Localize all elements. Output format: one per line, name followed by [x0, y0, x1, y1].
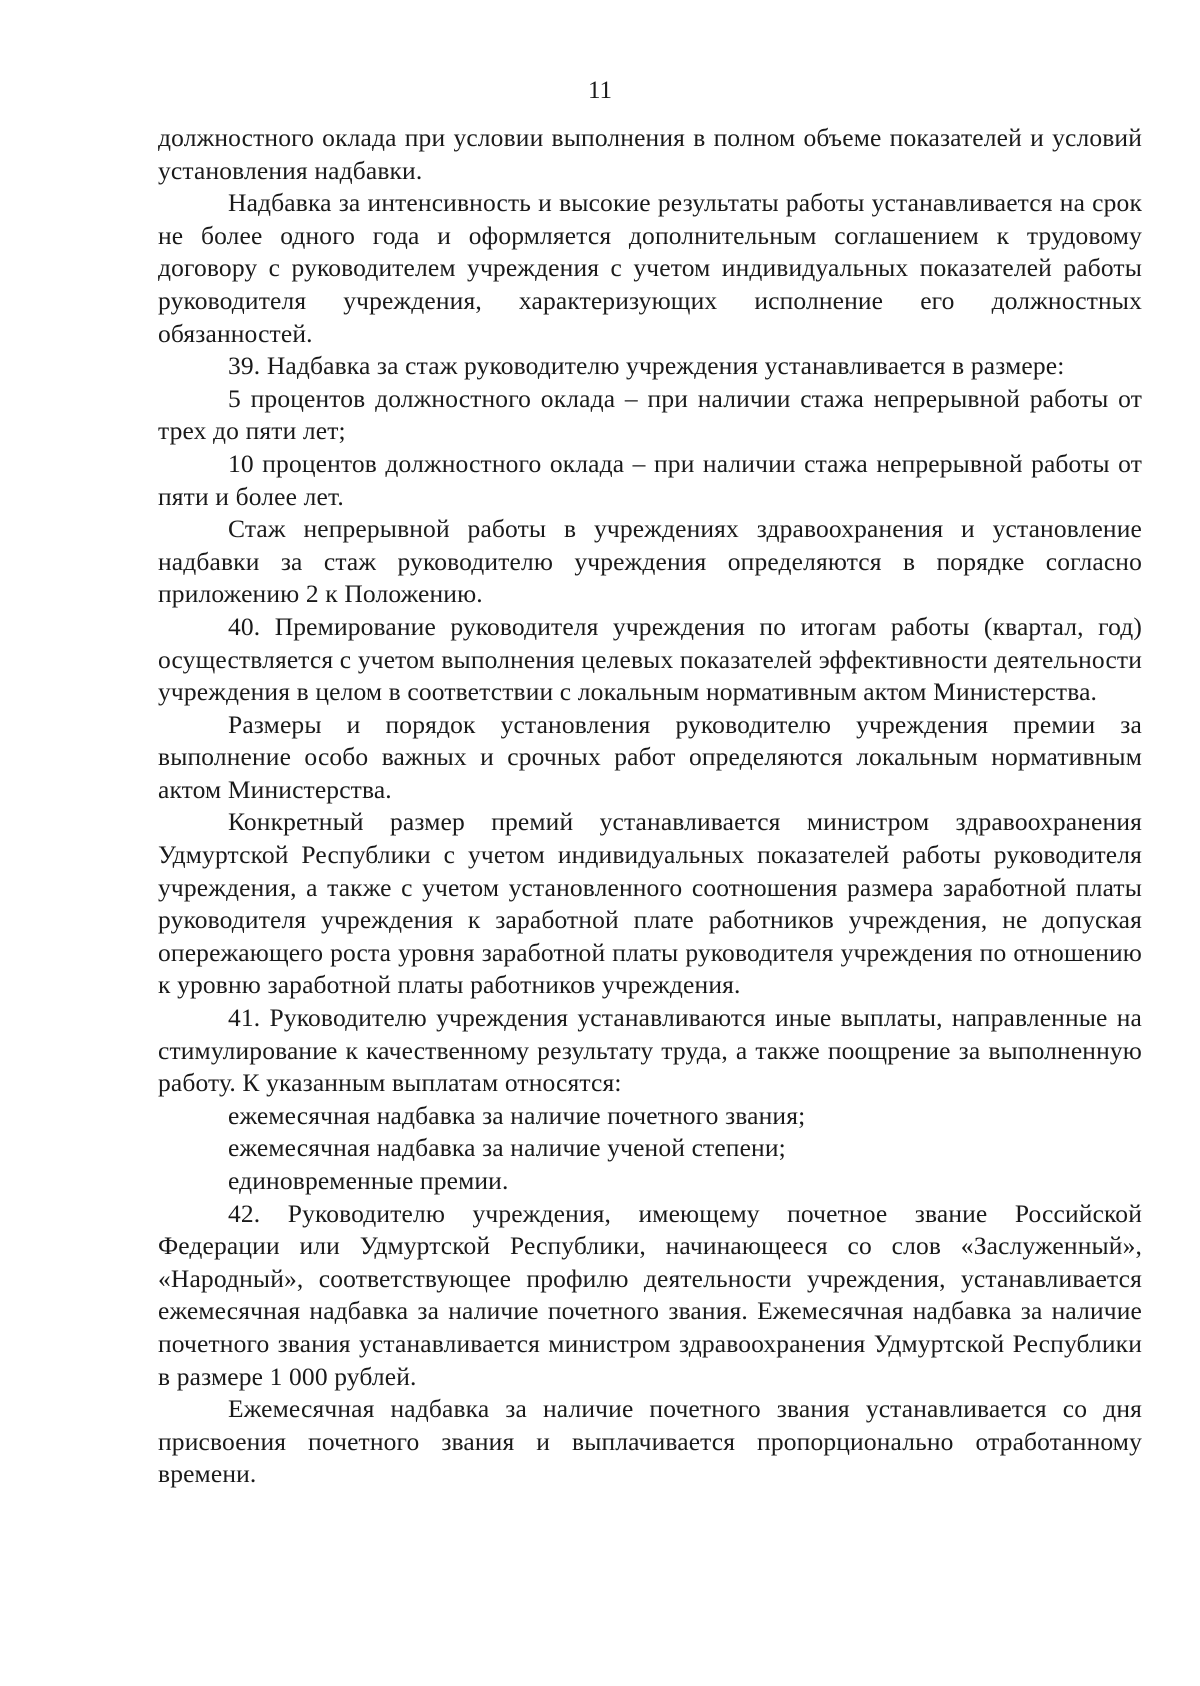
paragraph-item-42: 42. Руководителю учреждения, имеющему почетное звание Российской Федерации или Удмуртской Республики, начинающееся со слов «Заслуженный», «Народный», соответствующее профилю деятельности учреждения, устанавливается ежемесячная надбавка за наличие почетного звания. Ежемесячная надбавка за наличие почетного звания устанавливается министром здравоохранения Удмуртской Республики в размере 1 000 рублей.	[158, 1198, 1142, 1391]
paragraph-five-percent: 5 процентов должностного оклада – при наличии стажа непрерывной работы от трех до пяти лет;	[158, 383, 1142, 446]
paragraph-intensity-bonus: Надбавка за интенсивность и высокие результаты работы устанавливается на срок не более одного года и оформляется дополнительным соглашением к трудовому договору с руководителем учреждения с учетом индивидуальных показателей работы руководителя учреждения, характеризующих исполнение его должностных обязанностей.	[158, 188, 1142, 348]
paragraph-ten-percent: 10 процентов должностного оклада – при наличии стажа непрерывной работы от пяти и более лет.	[158, 448, 1142, 511]
paragraph-item-41: 41. Руководителю учреждения устанавливаются иные выплаты, направленные на стимулирование к качественному результату труда, а также поощрение за выполненную работу. К указанным выплатам относятся:	[158, 1003, 1142, 1098]
paragraph-item-40: 40. Премирование руководителя учреждения по итогам работы (квартал, год) осуществляется с учетом выполнения целевых показателей эффективности деятельности учреждения в целом в соответствии с локальным нормативным актом Министерства.	[158, 611, 1142, 707]
paragraph-urgent-works-bonus: Размеры и порядок установления руководителю учреждения премии за выполнение особо важных и срочных работ определяются локальным нормативным актом Министерства.	[158, 709, 1142, 804]
list-item-academic-degree: ежемесячная надбавка за наличие ученой степени;	[228, 1133, 786, 1163]
paragraph-honorary-title-payment: Ежемесячная надбавка за наличие почетного звания устанавливается со дня присвоения почетного звания и выплачивается пропорционально отработанному времени.	[158, 1394, 1142, 1489]
paragraph-continuous-service: Стаж непрерывной работы в учреждениях здравоохранения и установление надбавки за стаж руководителю учреждения определяются в порядке согласно приложению 2 к Положению.	[158, 514, 1142, 609]
list-item-one-time-bonus: единовременные премии.	[228, 1166, 509, 1195]
document-body	[158, 122, 1142, 1491]
page-number: 11	[587, 77, 613, 104]
paragraph-item-39: 39. Надбавка за стаж руководителю учреждения устанавливается в размере:	[228, 351, 1065, 381]
paragraph-continuation: должностного оклада при условии выполнения в полном объеме показателей и условий установления надбавки.	[158, 123, 1142, 185]
paragraph-specific-bonus-size: Конкретный размер премий устанавливается министром здравоохранения Удмуртской Республики с учетом индивидуальных показателей работы руководителя учреждения, а также с учетом установленного соотношения размера заработной платы руководителя учреждения к заработной плате работников учреждения, не допуская опережающего роста уровня заработной платы руководителя учреждения по отношению к уровню заработной платы работников учреждения.	[158, 807, 1142, 1000]
list-item-honorary-title: ежемесячная надбавка за наличие почетного звания;	[228, 1100, 806, 1130]
